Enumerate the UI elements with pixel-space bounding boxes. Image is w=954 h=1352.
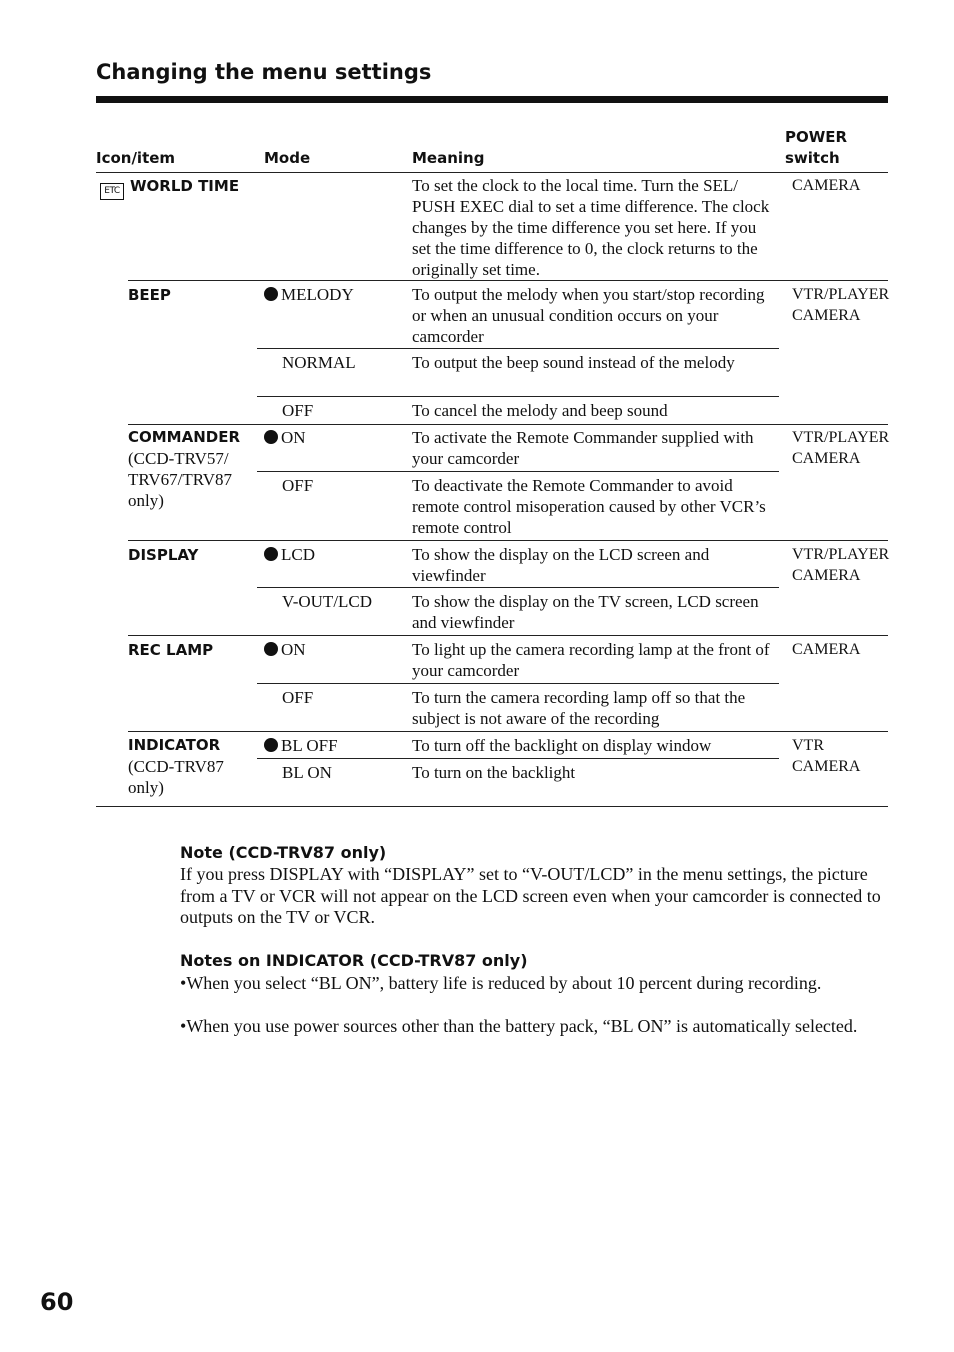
mode-lcd	[264, 544, 315, 565]
header-rule	[96, 172, 888, 173]
default-dot-icon	[264, 642, 278, 656]
commander-power	[792, 427, 889, 469]
item-indicator	[128, 735, 253, 798]
header-mode: Mode	[264, 149, 311, 167]
header-power-line1: POWER	[785, 128, 848, 146]
power-line: CAMERA	[792, 567, 861, 584]
note1-text: If you press DISPLAY with “DISPLAY” set to “V-OUT/LCD” in the menu settings, the picture from a TV or VCR will not appear on the LCD screen even when your camcorder is connected to outputs on the TV or VCR.	[180, 864, 881, 927]
world-time-meaning: To set the clock to the local time. Turn the SEL/ PUSH EXEC dial to set a time difference. The clock changes by the time difference you set here. If you set the time difference to 0, the clock returns to the originally set time.	[412, 176, 770, 279]
item-beep-label: BEEP	[128, 286, 171, 304]
row-rule	[128, 635, 888, 636]
item-commander	[128, 427, 253, 511]
rec-lamp-off-meaning: To turn the camera recording lamp off so that the subject is not aware of the recording	[412, 688, 746, 728]
v-out-lcd-meaning: To show the display on the TV screen, LCD screen and viewfinder	[412, 592, 759, 632]
mode-off: OFF	[282, 476, 314, 495]
row-rule	[128, 424, 888, 425]
mode-normal: NORMAL	[282, 353, 356, 372]
row-rule	[128, 731, 888, 732]
mode-bl-on: BL ON	[282, 763, 332, 782]
normal-meaning: To output the beep sound instead of the melody	[412, 353, 735, 372]
title-rule	[96, 96, 888, 103]
mode-melody	[264, 284, 354, 305]
header-power-line2: switch	[785, 149, 840, 167]
note1-heading: Note (CCD-TRV87 only)	[180, 843, 387, 862]
item-indicator-label: INDICATOR	[128, 736, 221, 754]
mode-v-out-lcd: V-OUT/LCD	[282, 592, 373, 611]
bullet-text: When you use power sources other than the battery pack, “BL ON” is automatically selected.	[186, 1016, 858, 1036]
sub-rule	[257, 587, 779, 588]
mode-off: OFF	[282, 688, 314, 707]
beep-power	[792, 284, 889, 326]
item-world-time	[100, 175, 239, 200]
world-time-power: CAMERA	[792, 177, 861, 194]
sub-rule	[257, 396, 779, 397]
power-line: CAMERA	[792, 758, 861, 775]
off-meaning: To cancel the melody and beep sound	[412, 401, 668, 420]
note2-bullet: •When you use power sources other than the battery pack, “BL ON” is automatically selected.	[180, 1016, 858, 1036]
item-commander-note: (CCD-TRV57/ TRV67/TRV87 only)	[128, 449, 233, 510]
lcd-meaning: To show the display on the LCD screen and viewfinder	[412, 545, 710, 585]
mode-label: ON	[281, 428, 306, 447]
etc-icon: ETC	[100, 183, 124, 200]
bullet-text: When you select “BL ON”, battery life is reduced by about 10 percent during recording.	[186, 973, 822, 993]
mode-label: BL OFF	[281, 736, 338, 755]
item-rec-lamp	[128, 639, 213, 661]
mode-label: MELODY	[281, 285, 354, 304]
item-world-time-label: WORLD TIME	[130, 177, 240, 195]
row-rule	[128, 540, 888, 541]
header-meaning: Meaning	[412, 149, 485, 167]
page-number: 60	[40, 1288, 74, 1316]
power-line: VTR/PLAYER	[792, 546, 890, 563]
rec-lamp-on-meaning: To light up the camera recording lamp at the front of your camcorder	[412, 640, 770, 680]
table-bottom-rule	[96, 806, 888, 807]
power-line: VTR	[792, 737, 824, 754]
item-display-label: DISPLAY	[128, 546, 199, 564]
mode-label: ON	[281, 640, 306, 659]
row-rule	[128, 280, 888, 281]
melody-meaning: To output the melody when you start/stop recording or when an unusual condition occurs on your camcorder	[412, 285, 765, 346]
mode-on	[264, 639, 306, 660]
item-rec-lamp-label: REC LAMP	[128, 641, 214, 659]
item-commander-label: COMMANDER	[128, 428, 241, 446]
default-dot-icon	[264, 287, 278, 301]
indicator-power	[792, 735, 860, 777]
bl-on-meaning: To turn on the backlight	[412, 763, 576, 782]
header-power	[785, 127, 847, 169]
mode-bl-off	[264, 735, 338, 756]
commander-on-meaning: To activate the Remote Commander supplied with your camcorder	[412, 428, 754, 468]
rec-lamp-power: CAMERA	[792, 641, 861, 658]
sub-rule	[257, 683, 779, 684]
sub-rule	[257, 348, 779, 349]
power-line: VTR/PLAYER	[792, 286, 890, 303]
default-dot-icon	[264, 430, 278, 444]
header-icon-item: Icon/item	[96, 149, 176, 167]
sub-rule	[257, 758, 779, 759]
commander-off-meaning: To deactivate the Remote Commander to avoid remote control misoperation caused by other VCR’s remote control	[412, 476, 766, 537]
mode-on	[264, 427, 306, 448]
item-indicator-note: (CCD-TRV87 only)	[128, 757, 224, 797]
item-display	[128, 544, 198, 566]
note2-heading: Notes on INDICATOR (CCD-TRV87 only)	[180, 951, 528, 970]
mode-off: OFF	[282, 401, 314, 420]
sub-rule	[257, 471, 779, 472]
item-beep	[128, 284, 171, 306]
display-power	[792, 544, 889, 586]
power-line: VTR/PLAYER	[792, 429, 890, 446]
note2-bullet: •When you select “BL ON”, battery life is reduced by about 10 percent during recording.	[180, 973, 822, 993]
bl-off-meaning: To turn off the backlight on display window	[412, 736, 712, 755]
page-title: Changing the menu settings	[96, 60, 432, 84]
power-line: CAMERA	[792, 307, 861, 324]
default-dot-icon	[264, 738, 278, 752]
power-line: CAMERA	[792, 450, 861, 467]
default-dot-icon	[264, 547, 278, 561]
mode-label: LCD	[281, 545, 315, 564]
